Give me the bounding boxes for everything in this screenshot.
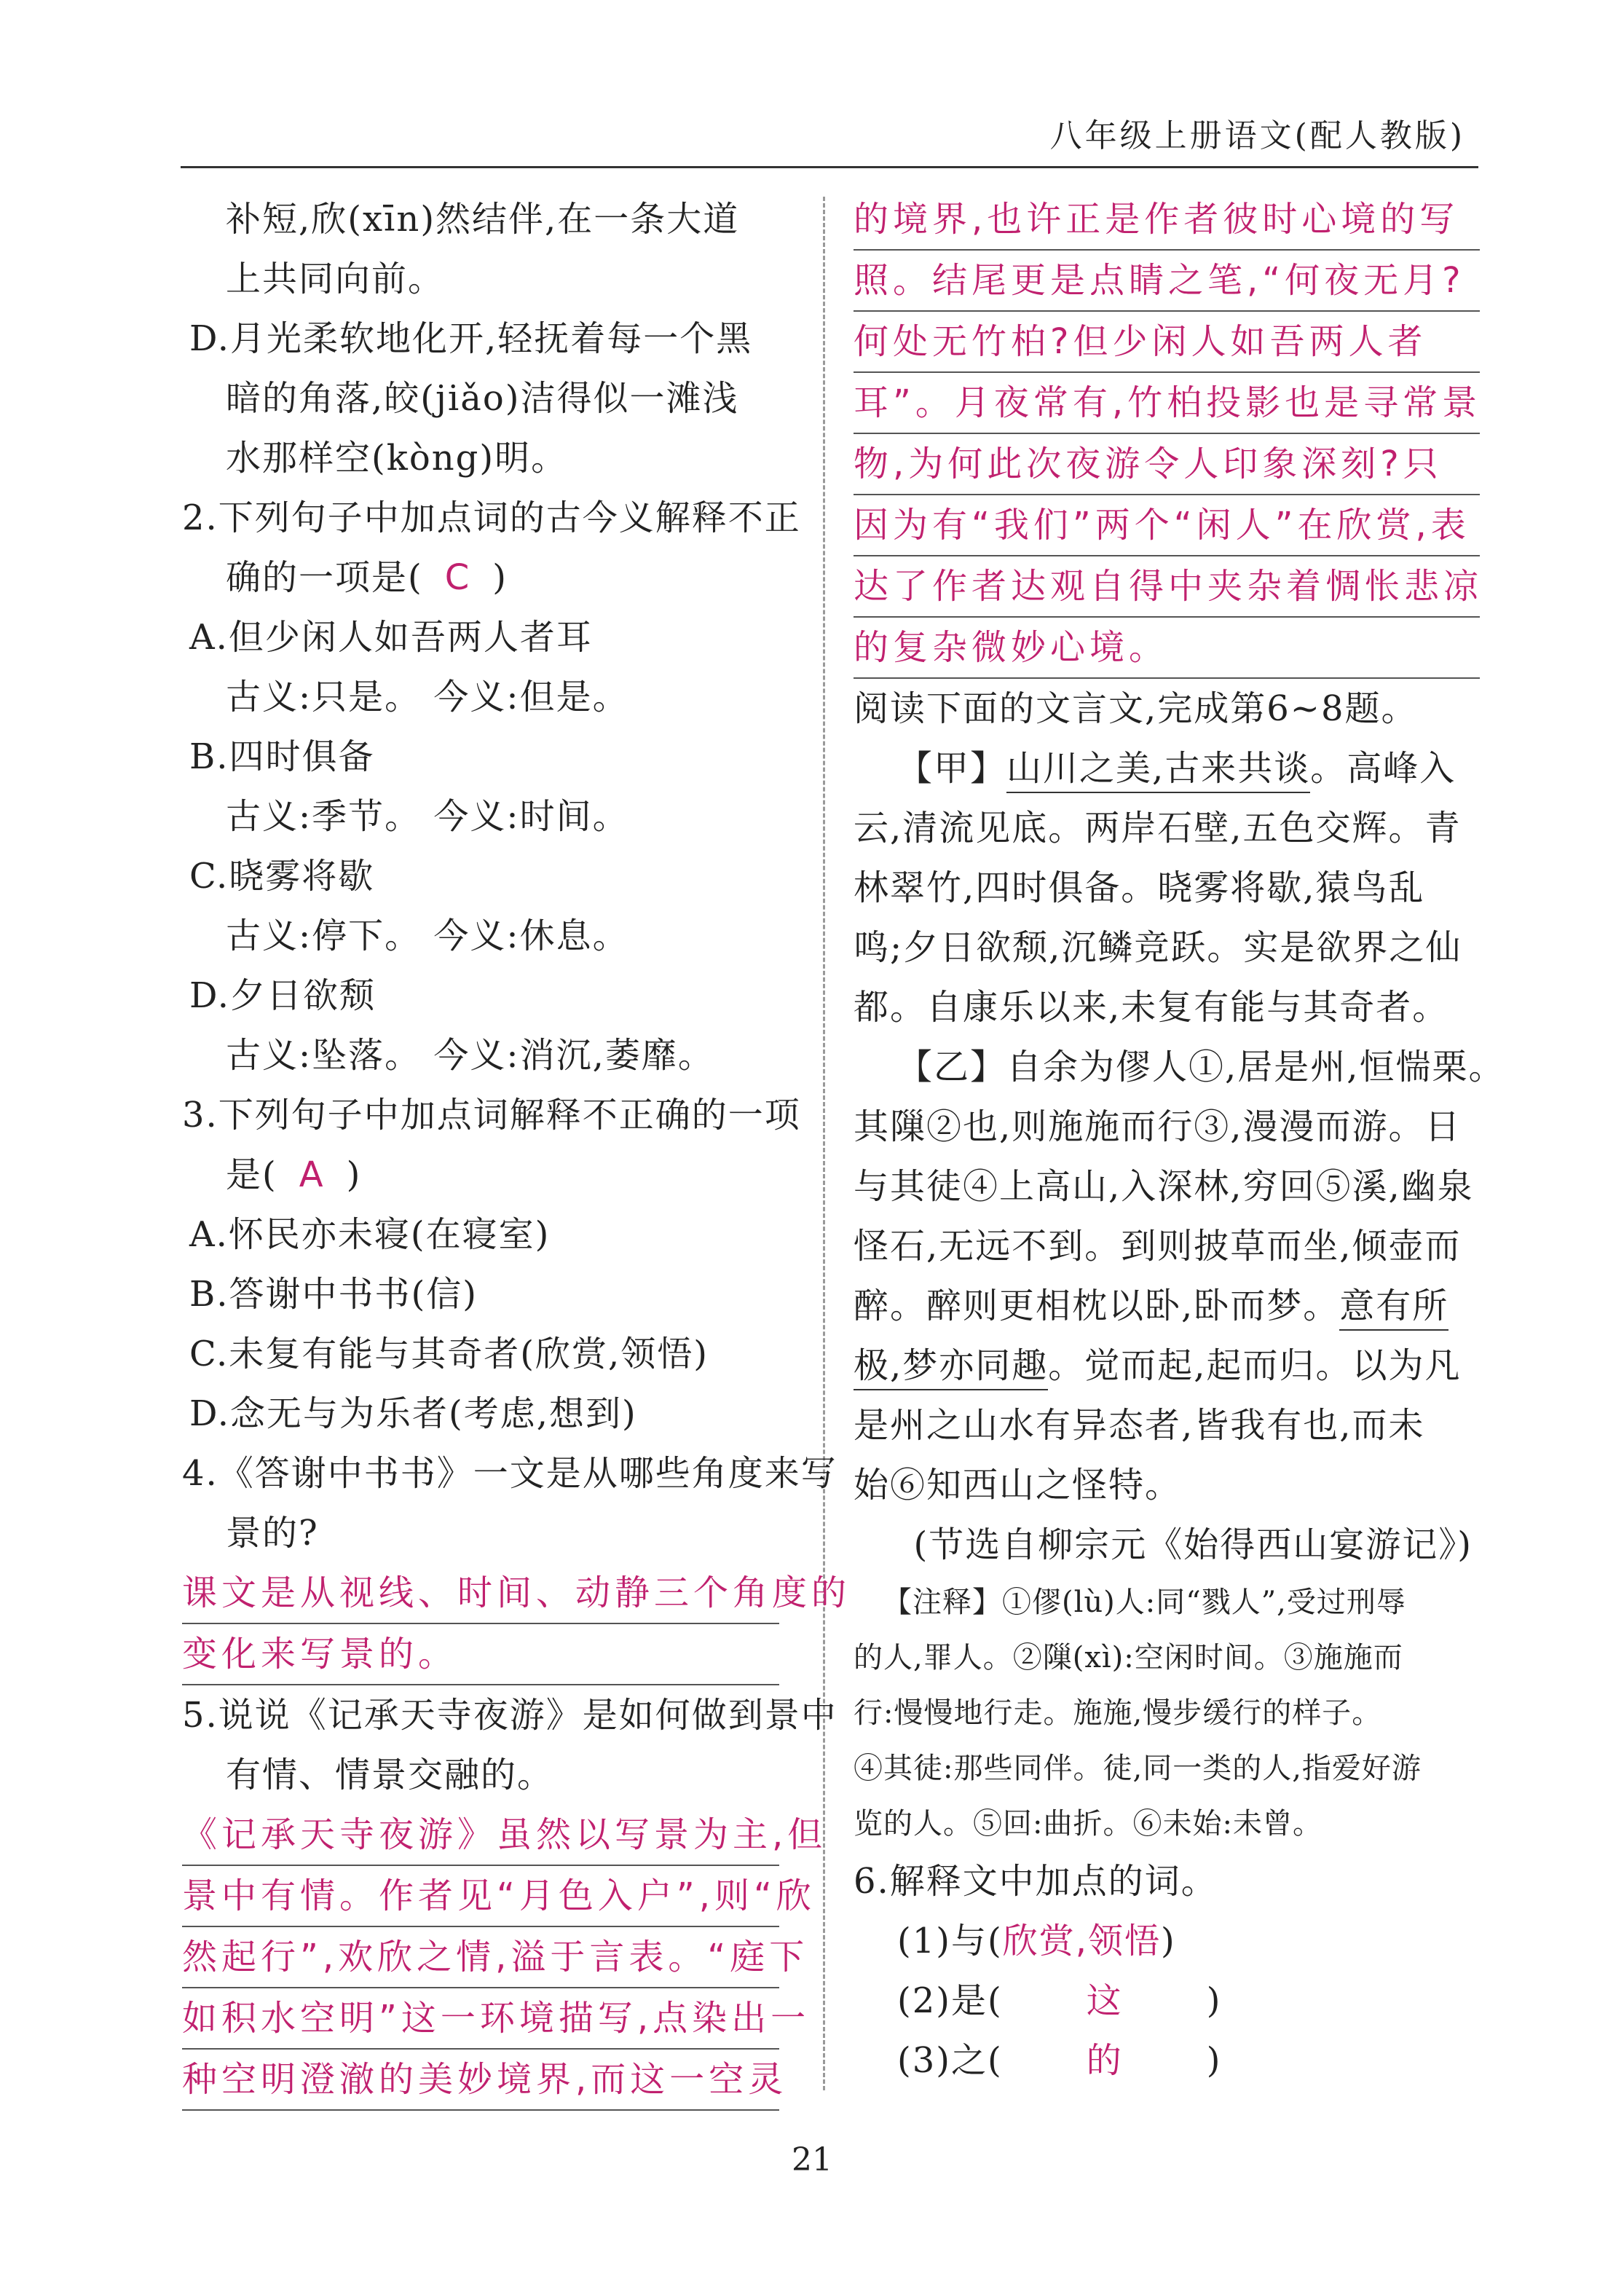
q4-answer-line2: 变化来写景的。	[182, 1624, 779, 1685]
q3-option-b: B.答谢中书书(信)	[189, 1274, 478, 1315]
q2-option-b-meaning: 古义:季节。 今义:时间。	[226, 796, 629, 837]
q2-stem-line2	[182, 548, 779, 607]
q3-stem-line2	[182, 1145, 779, 1205]
q5-answer-line13: 的复杂微妙心境。	[854, 618, 1480, 679]
q5-answer-line8: 何处无竹柏?但少闲人如吾两人者	[854, 312, 1480, 373]
q2-stem-line1: 2.下列句子中加点词的古今义解释不正	[182, 497, 801, 538]
passage-jia-line3: 林翠竹,四时俱备。晓雾将歇,猿鸟乱	[854, 867, 1425, 908]
passage-yi-line6-rest: 。觉而起,起而归。以为凡	[1048, 1345, 1462, 1386]
q2-option-d: D.夕日欲颓	[189, 975, 377, 1016]
q5-answer-line6: 的境界,也许正是作者彼时心境的写	[854, 189, 1480, 251]
annotation-line2: 的人,罪人。②隟(xì):空闲时间。③施施而	[854, 1641, 1403, 1674]
q6-item3	[854, 2031, 1480, 2090]
passage-yi-line2: 其隟②也,则施施而行③,漫漫而游。日	[854, 1106, 1462, 1147]
annotation-line4: ④其徒:那些同伴。徒,同一类的人,指爱好游	[854, 1752, 1422, 1785]
q5-stem-line2: 有情、情景交融的。	[226, 1755, 554, 1795]
passage-jia-line2: 云,清流见底。两岸石壁,五色交辉。青	[854, 808, 1462, 849]
q6-stem: 6.解释文中加点的词。	[854, 1861, 1218, 1902]
q1-option-d-line3: 水那样空(kòng)明。	[226, 438, 568, 479]
q3-stem-text: 是(	[226, 1154, 277, 1195]
passage-yi-line3: 与其徒④上高山,入深林,穷回⑤溪,幽泉	[854, 1166, 1474, 1207]
q6-item2-label: (2)是(	[897, 1980, 1003, 2021]
q1-option-c-continued-2: 上共同向前。	[226, 259, 445, 299]
page-header-title: 八年级上册语文(配人教版)	[1049, 117, 1465, 154]
q4-stem-line2: 景的?	[226, 1513, 319, 1554]
q5-answer-line7: 照。结尾更是点睛之笔,“何夜无月?	[854, 251, 1480, 312]
annotation-line1: 【注释】①僇(lù)人:同“戮人”,受过刑辱	[883, 1586, 1406, 1619]
passage-jia-line1	[854, 739, 1480, 798]
passage-jia-line5: 都。自康乐以来,未复有能与其奇者。	[854, 987, 1449, 1028]
q1-option-d-line1: D.月光柔软地化开,轻抚着每一个黑	[189, 318, 753, 359]
q2-option-c-meaning: 古义:停下。 今义:休息。	[226, 916, 629, 956]
q1-option-c-continued: 补短,欣(xīn)然结伴,在一条大道	[226, 199, 740, 240]
passage-yi-line5-text: 醉。醉则更相枕以卧,卧而梦。	[854, 1286, 1340, 1326]
q2-option-b: B.四时俱备	[189, 736, 375, 777]
q5-answer-line10: 物,为何此次夜游令人印象深刻?只	[854, 434, 1480, 495]
q5-answer-line2: 景中有情。作者见“月色入户”,则“欣	[182, 1866, 779, 1927]
q6-item1-answer: 欣赏,领悟	[1002, 1921, 1161, 1961]
passage-jia-line1-rest: 。高峰入	[1310, 748, 1457, 789]
passage-yi-underlined-a: 意有所	[1339, 1286, 1448, 1331]
q2-option-d-meaning: 古义:坠落。 今义:消沉,萎靡。	[226, 1035, 714, 1076]
passage-yi-underlined-b: 极,梦亦同趣	[854, 1345, 1048, 1390]
q3-option-a: A.怀民亦未寝(在寝室)	[189, 1214, 551, 1255]
q5-answer-line11: 因为有“我们”两个“闲人”在欣赏,表	[854, 495, 1480, 556]
q3-option-c: C.未复有能与其奇者(欣赏,领悟)	[189, 1334, 709, 1374]
q2-option-a: A.但少闲人如吾两人者耳	[189, 617, 593, 658]
q6-item3-close: )	[1206, 2040, 1222, 2081]
q2-stem-text: 确的一项是(	[226, 557, 423, 598]
passage-jia-label: 【甲】	[897, 748, 1007, 789]
q3-stem-line1: 3.下列句子中加点词解释不正确的一项	[182, 1095, 801, 1135]
passage-yi-line8: 始⑥知西山之怪特。	[854, 1465, 1182, 1505]
passage-jia-underlined: 山川之美,古来共谈	[1006, 748, 1310, 793]
q6-item3-label: (3)之(	[897, 2040, 1003, 2081]
q5-answer-line5: 种空明澄澈的美妙境界,而这一空灵	[182, 2050, 779, 2111]
q2-answer: C	[444, 557, 471, 598]
passage-yi-line1	[854, 1037, 1505, 1097]
header-rule	[181, 166, 1478, 168]
q6-item1-close: )	[1161, 1921, 1176, 1961]
passage-yi-line4: 怪石,无远不到。到则披草而坐,倾壶而	[854, 1226, 1462, 1267]
annotation-line5: 览的人。⑤回:曲折。⑥未始:未曾。	[854, 1807, 1323, 1841]
q6-item1	[854, 1911, 1480, 1971]
passage-yi-label: 【乙】	[897, 1047, 1007, 1087]
q4-stem-line1: 4.《答谢中书书》一文是从哪些角度来写	[182, 1453, 837, 1494]
q4-answer-line1: 课文是从视线、时间、动静三个角度的	[182, 1563, 779, 1624]
q3-close-paren: )	[346, 1154, 362, 1195]
q5-answer-line3: 然起行”,欢欣之情,溢于言表。“庭下	[182, 1927, 779, 1988]
passage-yi-line5	[854, 1276, 1480, 1336]
q2-option-c: C.晓雾将歇	[189, 856, 375, 897]
passage-jia-line4: 鸣;夕日欲颓,沉鳞竞跃。实是欲界之仙	[854, 927, 1462, 968]
annotation-line3: 行:慢慢地行走。施施,慢步缓行的样子。	[854, 1696, 1382, 1730]
q3-option-d: D.念无与为乐者(考虑,想到)	[189, 1393, 637, 1434]
column-divider	[823, 197, 825, 2090]
page-number: 21	[792, 2141, 832, 2178]
q6-item2	[854, 1971, 1480, 2031]
q2-close-paren: )	[492, 557, 508, 598]
reading-intro: 阅读下面的文言文,完成第6~8题。	[854, 688, 1418, 729]
right-column	[854, 189, 1505, 2090]
q5-stem-line1: 5.说说《记承天寺夜游》是如何做到景中	[182, 1695, 837, 1736]
q2-option-a-meaning: 古义:只是。 今义:但是。	[226, 677, 629, 717]
passage-source: (节选自柳宗元《始得西山宴游记》)	[913, 1524, 1473, 1565]
q3-answer: A	[299, 1154, 325, 1195]
q5-answer-line1: 《记承天寺夜游》虽然以写景为主,但	[182, 1805, 779, 1866]
q5-answer-line4: 如积水空明”这一环境描写,点染出一	[182, 1988, 779, 2050]
passage-yi-line7: 是州之山水有异态者,皆我有也,而未	[854, 1405, 1425, 1446]
left-column	[182, 189, 851, 2111]
passage-yi-line1-text: 自余为僇人①,居是州,恒惴栗。	[1006, 1047, 1505, 1087]
q6-item1-label: (1)与(	[897, 1921, 1003, 1961]
q6-item2-answer: 这	[1086, 1980, 1123, 2021]
q6-item3-answer: 的	[1086, 2040, 1123, 2081]
q5-answer-line9: 耳”。月夜常有,竹柏投影也是寻常景	[854, 373, 1480, 434]
q1-option-d-line2: 暗的角落,皎(jiǎo)洁得似一滩浅	[226, 378, 739, 419]
passage-yi-line6	[854, 1336, 1480, 1395]
q5-answer-line12: 达了作者达观自得中夹杂着惆怅悲凉	[854, 556, 1480, 618]
q6-item2-close: )	[1206, 1980, 1222, 2021]
